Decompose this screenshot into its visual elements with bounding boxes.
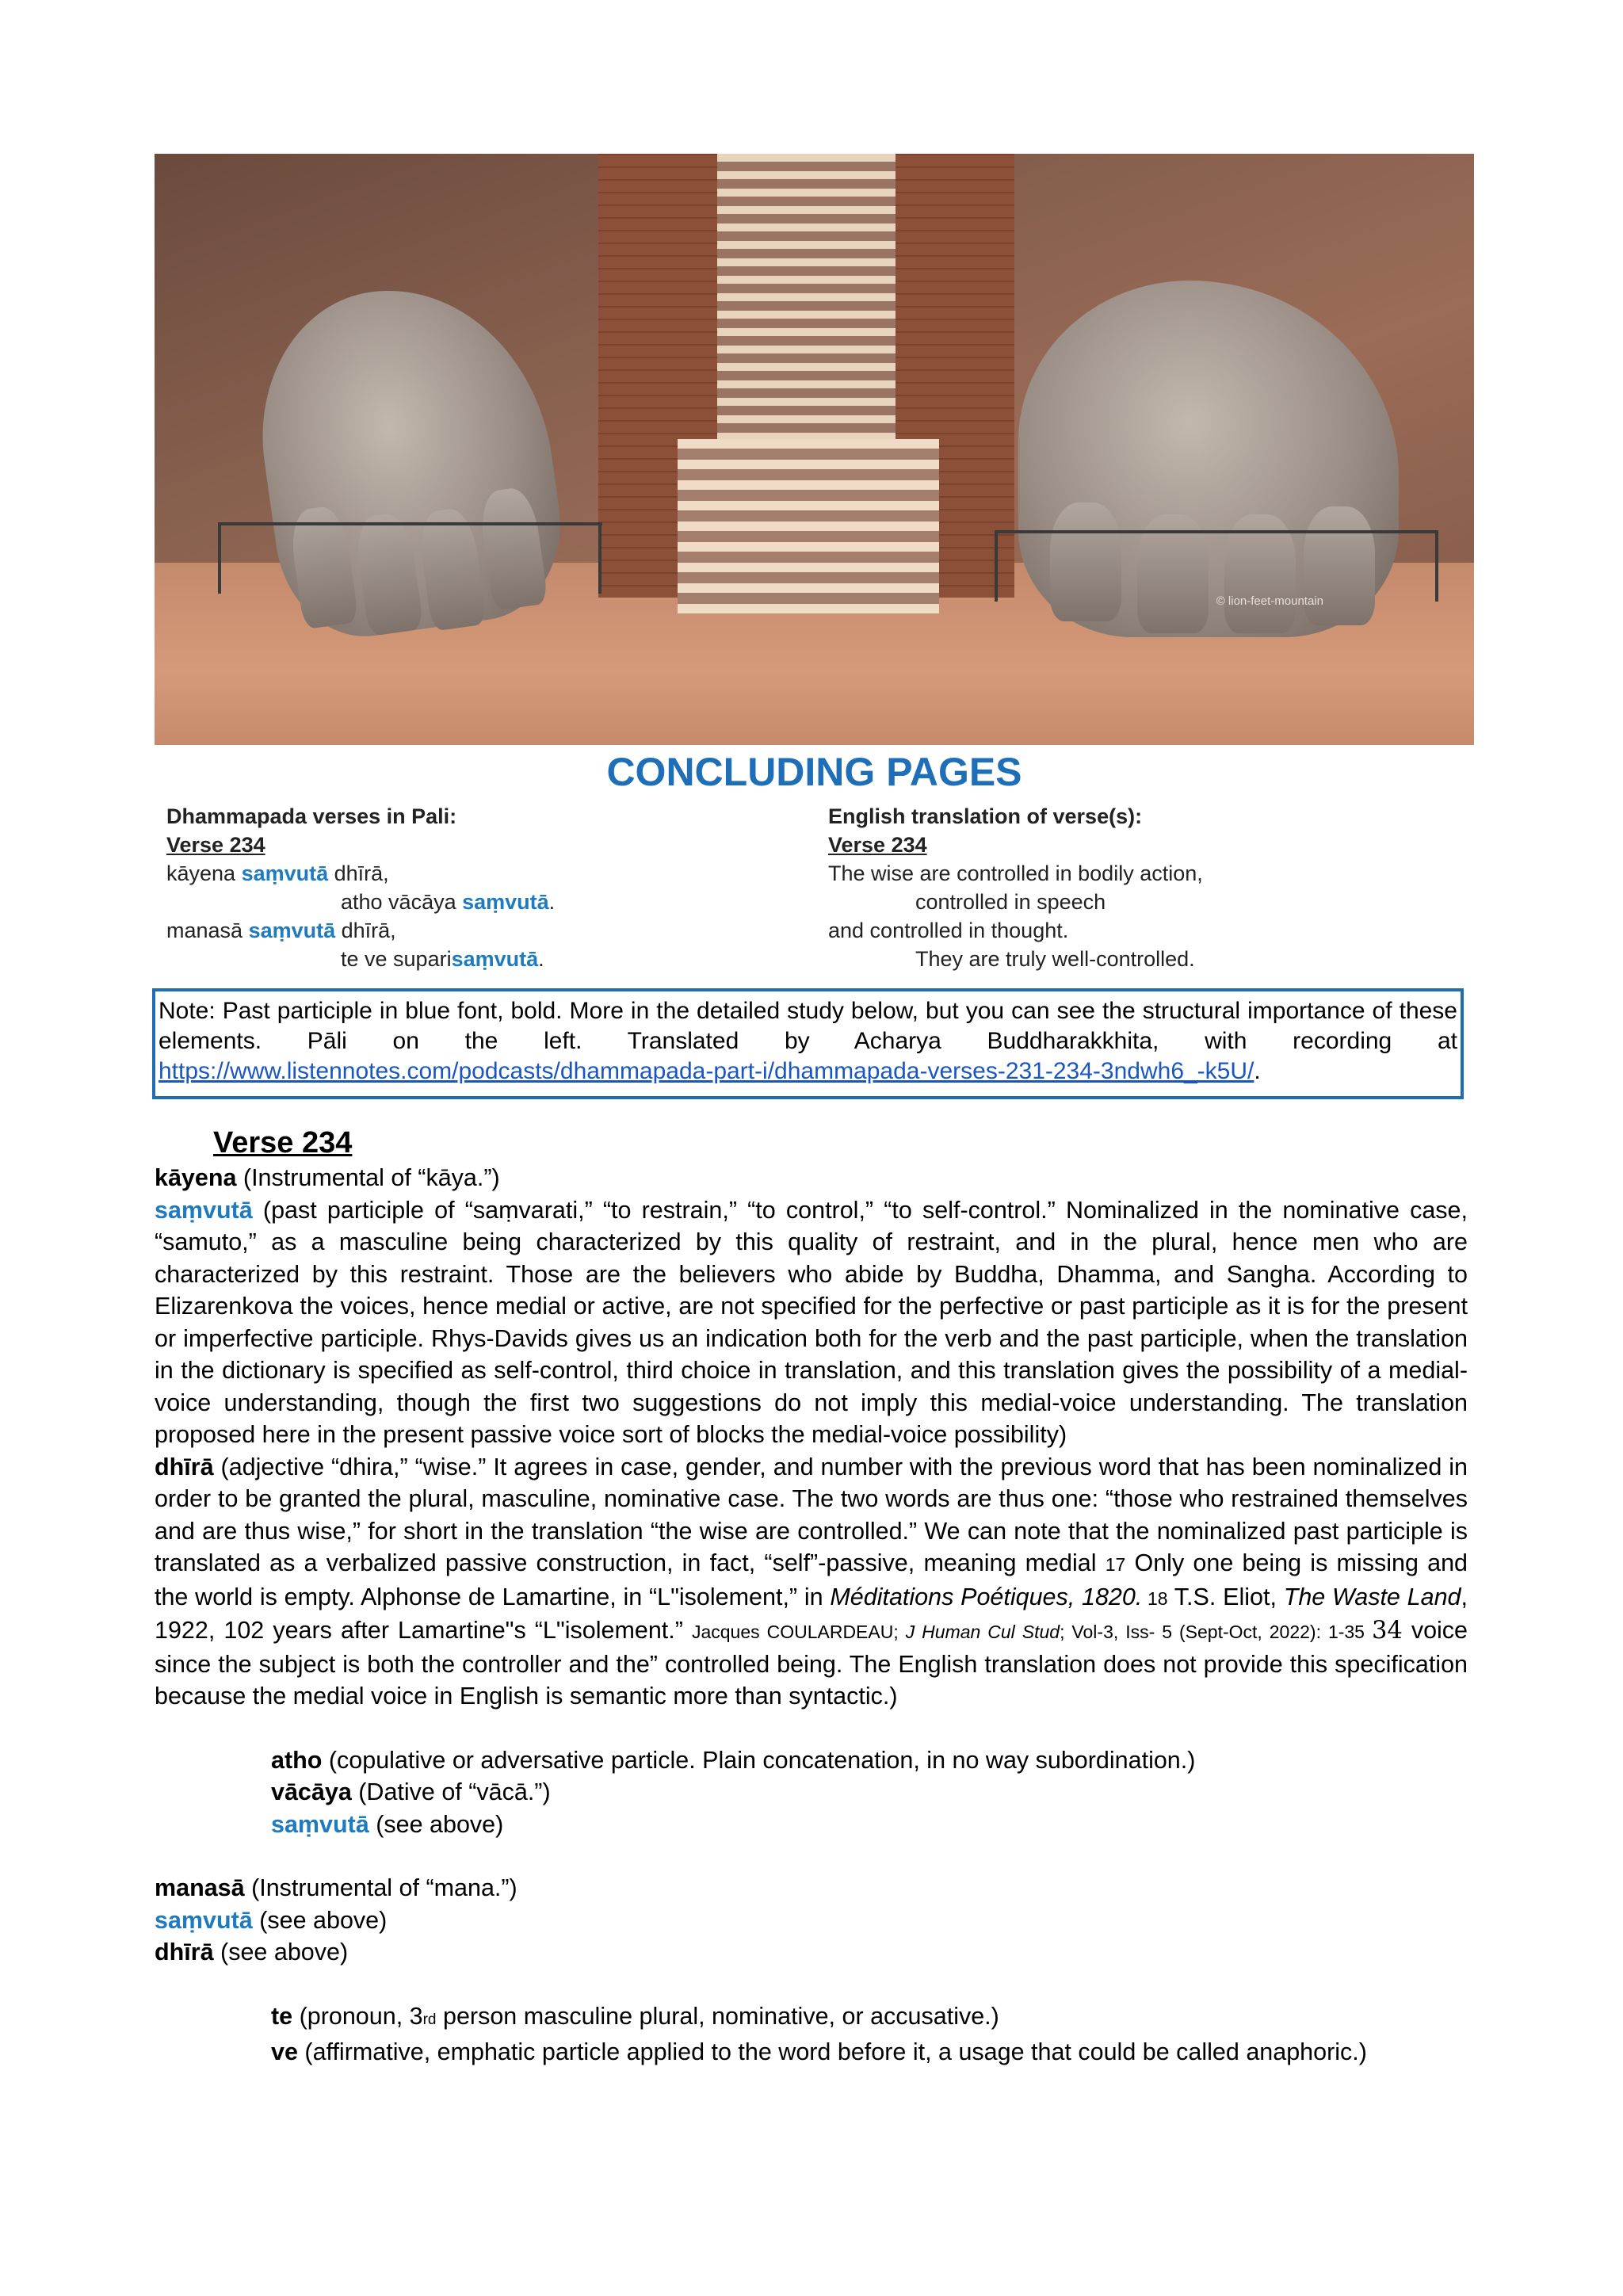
note-paragraph	[158, 996, 1457, 1087]
entry-text: (affirmative, emphatic particle applied to the word before it, a usage that could be called anaphoric.)	[297, 2038, 1367, 2065]
footnote-number: 17	[1105, 1554, 1126, 1575]
study-body	[155, 1124, 1468, 2069]
term: ve	[271, 2038, 298, 2065]
term: dhīrā	[155, 1453, 214, 1480]
entry-manasa	[155, 1872, 1468, 1904]
claw	[353, 511, 424, 636]
entry-dhira	[155, 1451, 1468, 1713]
recording-link[interactable]: https://www.listennotes.com/podcasts/dhammapada-part-i/dhammapada-verses-231-234-3ndwh6_-k5U/	[158, 1058, 1254, 1084]
note-text: .	[1254, 1058, 1261, 1084]
pali-text: atho vācāya	[341, 890, 463, 914]
entry-text: (adjective “dhira,” “wise.” It agrees in case, gender, and number with the previous word that has been nominalized in order to be granted the plural, masculine, nominative case. The two words are thus one: “those who restrained themselves and are thus wise,” for short in the translation “the wise are controlled.” We can note that the nominalized past participle is translated as a verbalized passive construction, in fact, “self”-passive, meaning medial	[155, 1453, 1468, 1576]
entry-text: (see above)	[252, 1906, 388, 1934]
entry-te	[271, 2000, 1468, 2037]
past-participle: saṃvutā	[451, 947, 539, 971]
entry-kayena	[155, 1162, 1468, 1194]
term: dhīrā	[155, 1939, 214, 1966]
past-participle: saṃvutā	[248, 919, 336, 942]
page-title: CONCLUDING PAGES	[606, 750, 1022, 794]
hero-photo	[155, 154, 1474, 745]
past-participle: saṃvutā	[155, 1196, 253, 1224]
spacer	[155, 1969, 1468, 2000]
note-box	[152, 988, 1464, 1099]
entry-dhira-2	[155, 1936, 1468, 1969]
english-verse-label: Verse 234	[828, 833, 927, 857]
railing-post	[995, 530, 998, 602]
staircase-lower	[678, 439, 939, 613]
term: kāyena	[155, 1164, 237, 1191]
footnote-text: , 1922, 102 years after Lamartine"s “L"isolement.”	[155, 1583, 1468, 1644]
past-participle: saṃvutā	[462, 890, 549, 914]
term: te	[271, 2002, 293, 2030]
past-participle: saṃvutā	[271, 1810, 369, 1838]
spacer	[155, 1840, 1468, 1872]
pali-line-2	[166, 888, 555, 916]
entry-text: (pronoun, 3	[292, 2002, 423, 2030]
footnote-text: Only one being is missing and the world is empty. Alphonse de Lamartine, in “L"isolement,” in	[155, 1549, 1468, 1610]
running-footer: ; Vol-3, Iss- 5 (Sept-Oct, 2022): 1-35	[1060, 1622, 1372, 1642]
pali-text: manasā	[166, 919, 249, 942]
railing-left	[218, 522, 602, 525]
spacer	[155, 1713, 1468, 1744]
railing-post	[1435, 530, 1438, 602]
term: vācāya	[271, 1778, 352, 1805]
pali-text: .	[538, 947, 544, 971]
entry-samvuta	[155, 1194, 1468, 1451]
railing-post	[598, 522, 601, 594]
entry-text: (copulative or adversative particle. Plain concatenation, in no way subordination.)	[322, 1746, 1196, 1774]
pali-line-1	[166, 859, 555, 888]
english-line-1: The wise are controlled in bodily action,	[828, 861, 1203, 885]
english-header: English translation of verse(s):	[828, 804, 1143, 828]
note-text: Note: Past participle in blue font, bold. More in the detailed study below, but you can see the structural importance of these elements. Pāli on the left. Translated by Acharya Buddharakkhita, with recording at	[158, 998, 1457, 1054]
pali-text: dhīrā,	[328, 861, 389, 885]
entry-text: (see above)	[369, 1810, 504, 1838]
entry-samvuta-2	[271, 1809, 1468, 1841]
entry-ve	[271, 2036, 1468, 2069]
ordinal-suffix: rd	[422, 2011, 437, 2028]
entry-text: (Dative of “vācā.”)	[351, 1778, 551, 1805]
pali-text: te ve supari	[341, 947, 452, 971]
entry-text: (see above)	[213, 1939, 349, 1966]
sub-entries-atho	[155, 1744, 1468, 1841]
verse-title: Verse 234	[213, 1126, 353, 1159]
claw	[1050, 502, 1121, 621]
sub-entries-te	[155, 2000, 1468, 2069]
entry-text: (Instrumental of “kāya.”)	[236, 1164, 500, 1191]
english-line-2: controlled in speech	[915, 890, 1106, 914]
past-participle: saṃvutā	[155, 1906, 253, 1934]
pali-text: kāyena	[166, 861, 242, 885]
footnote-title: The Waste Land	[1283, 1583, 1461, 1610]
footnote-title: Méditations Poétiques, 1820.	[830, 1583, 1143, 1610]
entry-vacaya	[271, 1776, 1468, 1809]
pali-text: dhīrā,	[335, 919, 396, 942]
english-line-3: and controlled in thought.	[828, 919, 1069, 942]
pali-line-3	[166, 916, 555, 945]
pali-text: .	[548, 890, 556, 914]
photo-watermark	[1216, 594, 1323, 609]
watermark-line: © lion-feet-mountain	[1216, 594, 1323, 608]
entry-text: person masculine plural, nominative, or accusative.)	[436, 2002, 999, 2030]
pali-header: Dhammapada verses in Pali:	[166, 804, 457, 828]
term: manasā	[155, 1874, 245, 1901]
entry-atho	[271, 1744, 1468, 1777]
railing-right	[995, 530, 1438, 533]
pali-verse-label: Verse 234	[166, 833, 265, 857]
entry-text: (Instrumental of “mana.”)	[244, 1874, 517, 1901]
railing-post	[218, 522, 221, 594]
claw	[477, 486, 548, 611]
pali-line-4	[166, 945, 555, 973]
past-participle: saṃvutā	[241, 861, 329, 885]
footnote-text: T.S. Eliot,	[1167, 1583, 1284, 1610]
english-line-4: They are truly well-controlled.	[915, 947, 1195, 971]
running-footer: Jacques COULARDEAU;	[691, 1622, 906, 1642]
term: atho	[271, 1746, 323, 1774]
footnote-number: 18	[1142, 1587, 1168, 1609]
entry-samvuta-3	[155, 1904, 1468, 1937]
entry-text: voice since the subject is both the controller and the” controlled being. The English translation does not provide this specification because the medial voice in English is semantic more than syntactic.)	[155, 1617, 1468, 1710]
running-footer-journal: J Human Cul Stud	[905, 1622, 1060, 1642]
english-column	[828, 802, 1203, 973]
page-number: 34	[1371, 1617, 1403, 1645]
pali-column	[166, 802, 555, 973]
entry-text: (past participle of “saṃvarati,” “to restrain,” “to control,” “to self-control.” Nominalized in the nominative case, “samuto,” as a masculine being characterized by this quality of restraint, and in the plural, hence men who are characterized by this restraint. Those are the believers who abide by Buddha, Dhamma, and Sangha. According to Elizarenkova the voices, hence medial or active, are not specified for the perfective or past participle as it is for the present or imperfective participle. Rhys-Davids gives us an indication both for the verb and the past participle, when the translation in the dictionary is specified as self-control, third choice in translation, and this translation gives the possibility of a medial-voice understanding, though the first two suggestions do not imply this medial-voice understanding. The translation proposed here in the present passive voice sort of blocks the medial-voice possibility)	[155, 1196, 1468, 1448]
